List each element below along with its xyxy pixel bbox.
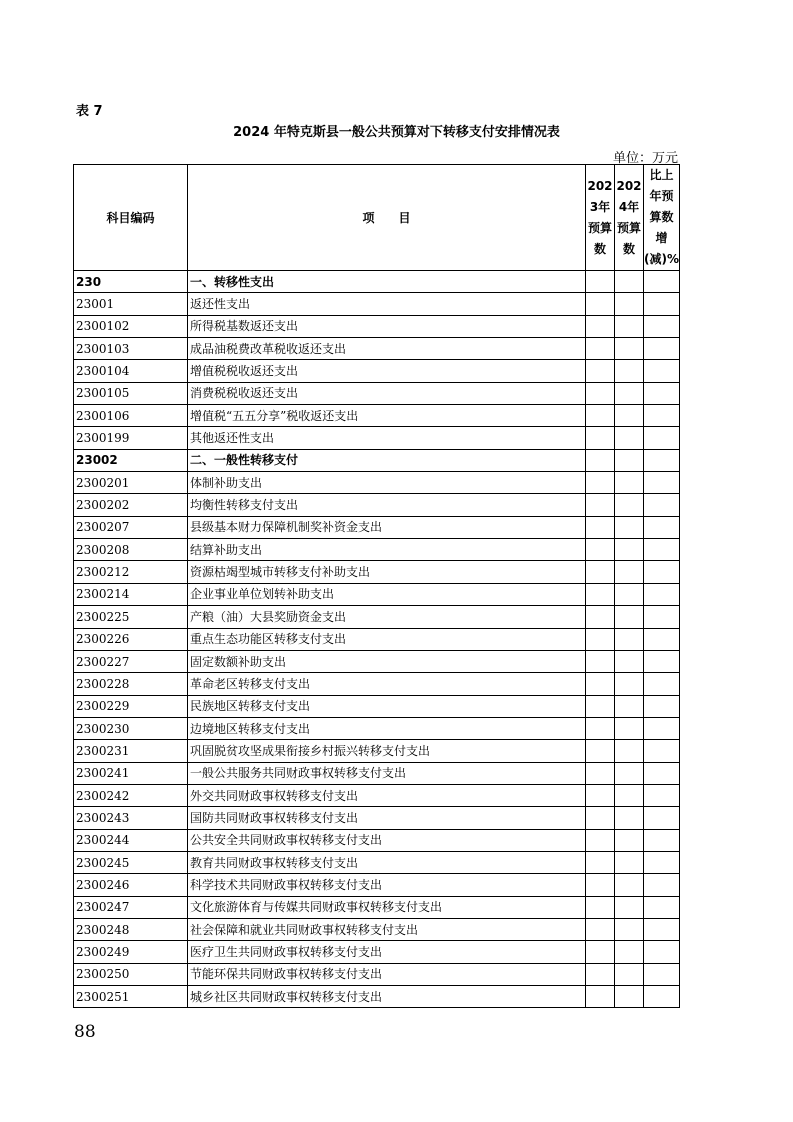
row-2024-cell	[615, 918, 644, 940]
header-code: 科目编码	[74, 165, 188, 271]
row-change-cell	[644, 271, 680, 293]
row-item-cell: 边境地区转移支付支出	[188, 717, 586, 739]
row-2023-cell	[586, 963, 615, 985]
table-header-row	[74, 165, 680, 271]
row-2023-cell	[586, 740, 615, 762]
table-row	[74, 963, 680, 985]
row-change-cell	[644, 673, 680, 695]
row-2023-cell	[586, 606, 615, 628]
row-code-cell: 2300246	[74, 874, 188, 896]
header-2023-budget: 2023年预算数	[586, 165, 615, 271]
row-code-cell: 2300230	[74, 717, 188, 739]
row-item-cell: 均衡性转移支付支出	[188, 494, 586, 516]
row-change-cell	[644, 315, 680, 337]
row-item-cell: 二、一般性转移支付	[188, 449, 586, 471]
table-row	[74, 516, 680, 538]
row-2024-cell	[615, 382, 644, 404]
row-item-cell: 科学技术共同财政事权转移支付支出	[188, 874, 586, 896]
row-code-cell: 2300201	[74, 472, 188, 494]
row-change-cell	[644, 896, 680, 918]
row-item-cell: 其他返还性支出	[188, 427, 586, 449]
row-2024-cell	[615, 539, 644, 561]
row-code-cell: 2300105	[74, 382, 188, 404]
row-2024-cell	[615, 963, 644, 985]
row-code-cell: 2300228	[74, 673, 188, 695]
row-item-cell: 教育共同财政事权转移支付支出	[188, 851, 586, 873]
row-change-cell	[644, 695, 680, 717]
row-code-cell: 2300207	[74, 516, 188, 538]
table-row	[74, 449, 680, 471]
row-item-cell: 成品油税费改革税收返还支出	[188, 338, 586, 360]
row-change-cell	[644, 829, 680, 851]
row-change-cell	[644, 449, 680, 471]
row-change-cell	[644, 717, 680, 739]
header-item: 项 目	[188, 165, 586, 271]
row-change-cell	[644, 986, 680, 1008]
row-item-cell: 固定数额补助支出	[188, 650, 586, 672]
row-2024-cell	[615, 784, 644, 806]
row-code-cell: 23001	[74, 293, 188, 315]
row-2024-cell	[615, 650, 644, 672]
table-row	[74, 762, 680, 784]
row-change-cell	[644, 338, 680, 360]
row-change-cell	[644, 472, 680, 494]
row-2023-cell	[586, 360, 615, 382]
table-row	[74, 851, 680, 873]
row-2024-cell	[615, 315, 644, 337]
row-item-cell: 县级基本财力保障机制奖补资金支出	[188, 516, 586, 538]
row-2023-cell	[586, 941, 615, 963]
row-change-cell	[644, 516, 680, 538]
table-row	[74, 650, 680, 672]
row-item-cell: 返还性支出	[188, 293, 586, 315]
row-code-cell: 2300103	[74, 338, 188, 360]
table-row	[74, 472, 680, 494]
row-change-cell	[644, 874, 680, 896]
table-row	[74, 717, 680, 739]
unit-label: 单位：万元	[612, 151, 678, 166]
row-code-cell: 2300102	[74, 315, 188, 337]
row-2023-cell	[586, 338, 615, 360]
row-2023-cell	[586, 829, 615, 851]
row-2024-cell	[615, 829, 644, 851]
row-2024-cell	[615, 807, 644, 829]
table-row	[74, 427, 680, 449]
row-2023-cell	[586, 539, 615, 561]
row-2024-cell	[615, 494, 644, 516]
row-item-cell: 消费税税收返还支出	[188, 382, 586, 404]
row-2023-cell	[586, 762, 615, 784]
row-code-cell: 2300243	[74, 807, 188, 829]
row-2024-cell	[615, 606, 644, 628]
row-2024-cell	[615, 338, 644, 360]
row-item-cell: 重点生态功能区转移支付支出	[188, 628, 586, 650]
row-2023-cell	[586, 382, 615, 404]
table-row	[74, 405, 680, 427]
row-2023-cell	[586, 784, 615, 806]
row-2024-cell	[615, 360, 644, 382]
table-row	[74, 561, 680, 583]
row-code-cell: 2300250	[74, 963, 188, 985]
row-item-cell: 一、转移性支出	[188, 271, 586, 293]
row-2023-cell	[586, 874, 615, 896]
row-change-cell	[644, 941, 680, 963]
row-2024-cell	[615, 583, 644, 605]
row-2023-cell	[586, 494, 615, 516]
row-2023-cell	[586, 293, 615, 315]
row-2023-cell	[586, 405, 615, 427]
row-2023-cell	[586, 650, 615, 672]
row-item-cell: 增值税税收返还支出	[188, 360, 586, 382]
row-item-cell: 体制补助支出	[188, 472, 586, 494]
row-2023-cell	[586, 807, 615, 829]
row-change-cell	[644, 293, 680, 315]
table-row	[74, 315, 680, 337]
document-title: 2024 年特克斯县一般公共预算对下转移支付安排情况表	[233, 125, 560, 140]
row-change-cell	[644, 427, 680, 449]
row-2024-cell	[615, 851, 644, 873]
table-body	[74, 271, 680, 1008]
row-2023-cell	[586, 315, 615, 337]
row-code-cell: 2300199	[74, 427, 188, 449]
transfer-payment-table	[73, 164, 680, 1008]
table-number: 表 7	[76, 104, 103, 119]
row-change-cell	[644, 807, 680, 829]
row-change-cell	[644, 784, 680, 806]
row-code-cell: 2300208	[74, 539, 188, 561]
row-2024-cell	[615, 271, 644, 293]
row-2023-cell	[586, 583, 615, 605]
row-2024-cell	[615, 628, 644, 650]
row-2023-cell	[586, 673, 615, 695]
row-item-cell: 节能环保共同财政事权转移支付支出	[188, 963, 586, 985]
row-code-cell: 2300214	[74, 583, 188, 605]
row-2023-cell	[586, 628, 615, 650]
table-row	[74, 829, 680, 851]
row-code-cell: 2300226	[74, 628, 188, 650]
row-item-cell: 产粮（油）大县奖励资金支出	[188, 606, 586, 628]
row-item-cell: 革命老区转移支付支出	[188, 673, 586, 695]
table-row	[74, 673, 680, 695]
row-2024-cell	[615, 695, 644, 717]
row-2023-cell	[586, 449, 615, 471]
row-2024-cell	[615, 449, 644, 471]
row-change-cell	[644, 918, 680, 940]
table-row	[74, 896, 680, 918]
row-2024-cell	[615, 561, 644, 583]
row-item-cell: 巩固脱贫攻坚成果衔接乡村振兴转移支付支出	[188, 740, 586, 762]
row-change-cell	[644, 539, 680, 561]
row-item-cell: 文化旅游体育与传媒共同财政事权转移支付支出	[188, 896, 586, 918]
table-row	[74, 784, 680, 806]
table-row	[74, 807, 680, 829]
row-2024-cell	[615, 896, 644, 918]
table-row	[74, 494, 680, 516]
row-item-cell: 城乡社区共同财政事权转移支付支出	[188, 986, 586, 1008]
row-change-cell	[644, 561, 680, 583]
header-2024-budget: 2024年预算数	[615, 165, 644, 271]
row-code-cell: 2300241	[74, 762, 188, 784]
row-code-cell: 2300225	[74, 606, 188, 628]
header-change-percent: 比上年预算数增(减)%	[644, 165, 680, 271]
row-2024-cell	[615, 986, 644, 1008]
row-item-cell: 医疗卫生共同财政事权转移支付支出	[188, 941, 586, 963]
row-code-cell: 2300248	[74, 918, 188, 940]
row-code-cell: 2300242	[74, 784, 188, 806]
row-item-cell: 社会保障和就业共同财政事权转移支付支出	[188, 918, 586, 940]
row-item-cell: 所得税基数返还支出	[188, 315, 586, 337]
row-item-cell: 一般公共服务共同财政事权转移支付支出	[188, 762, 586, 784]
row-code-cell: 2300251	[74, 986, 188, 1008]
row-code-cell: 2300247	[74, 896, 188, 918]
row-item-cell: 增值税“五五分享”税收返还支出	[188, 405, 586, 427]
row-change-cell	[644, 360, 680, 382]
table-row	[74, 271, 680, 293]
row-change-cell	[644, 583, 680, 605]
row-code-cell: 2300227	[74, 650, 188, 672]
row-2023-cell	[586, 851, 615, 873]
table-row	[74, 874, 680, 896]
table-row	[74, 360, 680, 382]
row-2024-cell	[615, 874, 644, 896]
row-2023-cell	[586, 427, 615, 449]
table-row	[74, 918, 680, 940]
row-2024-cell	[615, 293, 644, 315]
row-2024-cell	[615, 516, 644, 538]
row-change-cell	[644, 963, 680, 985]
row-2023-cell	[586, 986, 615, 1008]
row-change-cell	[644, 606, 680, 628]
row-2023-cell	[586, 516, 615, 538]
row-item-cell: 结算补助支出	[188, 539, 586, 561]
row-item-cell: 外交共同财政事权转移支付支出	[188, 784, 586, 806]
row-2024-cell	[615, 405, 644, 427]
table-row	[74, 293, 680, 315]
row-item-cell: 国防共同财政事权转移支付支出	[188, 807, 586, 829]
table-row	[74, 338, 680, 360]
row-change-cell	[644, 405, 680, 427]
row-code-cell: 23002	[74, 449, 188, 471]
row-item-cell: 企业事业单位划转补助支出	[188, 583, 586, 605]
row-code-cell: 230	[74, 271, 188, 293]
row-code-cell: 2300106	[74, 405, 188, 427]
table-row	[74, 986, 680, 1008]
row-code-cell: 2300212	[74, 561, 188, 583]
row-code-cell: 2300229	[74, 695, 188, 717]
row-2023-cell	[586, 271, 615, 293]
row-change-cell	[644, 650, 680, 672]
page-number: 88	[74, 1022, 96, 1042]
row-change-cell	[644, 762, 680, 784]
row-code-cell: 2300245	[74, 851, 188, 873]
row-code-cell: 2300231	[74, 740, 188, 762]
row-2024-cell	[615, 762, 644, 784]
row-2024-cell	[615, 427, 644, 449]
row-change-cell	[644, 740, 680, 762]
table-row	[74, 382, 680, 404]
row-2024-cell	[615, 740, 644, 762]
row-code-cell: 2300244	[74, 829, 188, 851]
row-2023-cell	[586, 717, 615, 739]
row-2024-cell	[615, 673, 644, 695]
row-item-cell: 民族地区转移支付支出	[188, 695, 586, 717]
row-2024-cell	[615, 941, 644, 963]
table-row	[74, 606, 680, 628]
row-code-cell: 2300249	[74, 941, 188, 963]
row-2024-cell	[615, 472, 644, 494]
table-row	[74, 539, 680, 561]
row-2023-cell	[586, 918, 615, 940]
row-code-cell: 2300202	[74, 494, 188, 516]
row-2023-cell	[586, 695, 615, 717]
table-row	[74, 628, 680, 650]
row-2023-cell	[586, 472, 615, 494]
table-row	[74, 740, 680, 762]
table-row	[74, 941, 680, 963]
row-2024-cell	[615, 717, 644, 739]
table-row	[74, 695, 680, 717]
row-2023-cell	[586, 561, 615, 583]
row-change-cell	[644, 851, 680, 873]
row-code-cell: 2300104	[74, 360, 188, 382]
row-change-cell	[644, 494, 680, 516]
row-item-cell: 公共安全共同财政事权转移支付支出	[188, 829, 586, 851]
table-row	[74, 583, 680, 605]
row-change-cell	[644, 628, 680, 650]
row-2023-cell	[586, 896, 615, 918]
row-item-cell: 资源枯竭型城市转移支付补助支出	[188, 561, 586, 583]
row-change-cell	[644, 382, 680, 404]
